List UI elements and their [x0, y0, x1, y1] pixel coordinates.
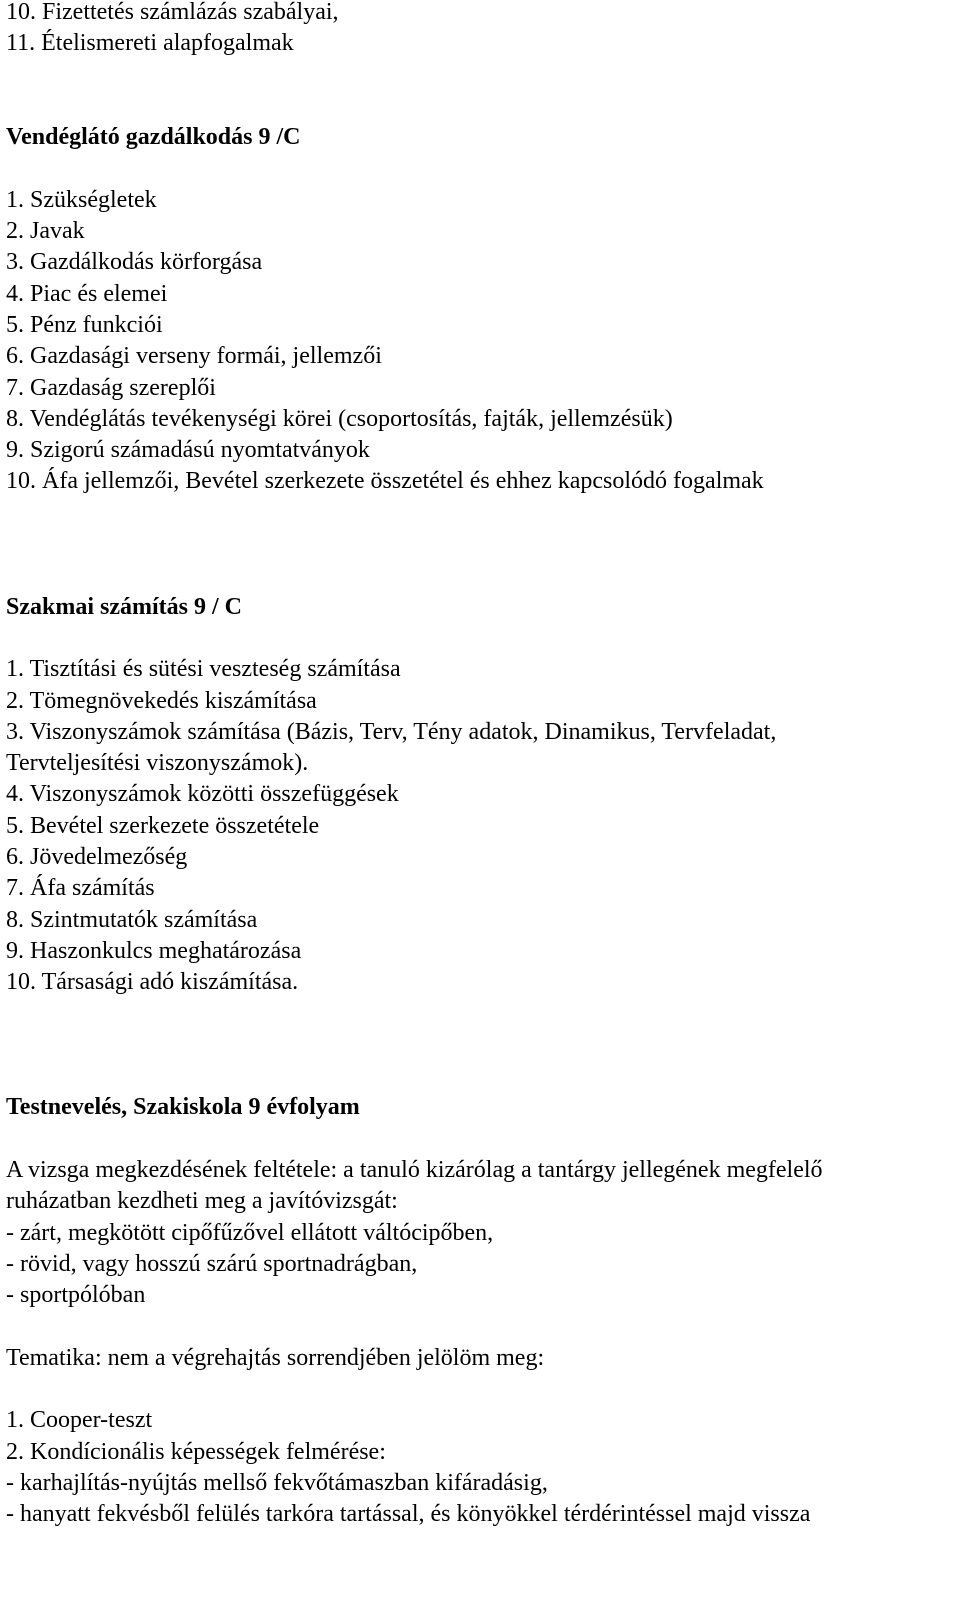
list-item: 2. Javak [6, 218, 85, 245]
list-item: - rövid, vagy hosszú szárú sportnadrágban, [6, 1250, 418, 1277]
list-item: 5. Pénz funkciói [6, 311, 163, 338]
list-item: 4. Viszonyszámok közötti összefüggések [6, 781, 399, 808]
list-item: 9. Haszonkulcs meghatározása [6, 937, 302, 964]
list-item: 7. Áfa számítás [6, 875, 155, 902]
list-item: 5. Bevétel szerkezete összetétele [6, 812, 320, 839]
list-item: 7. Gazdaság szereplői [6, 374, 216, 401]
list-item: 10. Fizettetés számlázás szabályai, [6, 0, 339, 25]
list-item: 1. Szükségletek [6, 186, 157, 213]
list-item: 4. Piac és elemei [6, 280, 168, 307]
section-title-vendeglato: Vendéglátó gazdálkodás 9 /C [6, 124, 301, 151]
section-title-testneveles: Testnevelés, Szakiskola 9 évfolyam [6, 1094, 360, 1121]
list-item-continuation: Tervteljesítési viszonyszámok). [6, 750, 309, 777]
list-item: - hanyatt fekvésből felülés tarkóra tartással, és könyökkel térdérintéssel majd vissza [6, 1501, 811, 1528]
list-item: - sportpólóban [6, 1282, 146, 1309]
tematika-line: Tematika: nem a végrehajtás sorrendjében jelölöm meg: [6, 1344, 545, 1371]
list-item: - zárt, megkötött cipőfűzővel ellátott váltócipőben, [6, 1219, 494, 1246]
list-item: 6. Gazdasági verseny formái, jellemzői [6, 343, 382, 370]
list-item: 9. Szigorú számadású nyomtatványok [6, 437, 370, 464]
list-item: 8. Szintmutatók számítása [6, 906, 258, 933]
document-body [6, 0, 951, 1531]
section-title-szakmai: Szakmai számítás 9 / C [6, 593, 242, 620]
list-item: 2. Kondícionális képességek felmérése: [6, 1438, 386, 1465]
list-item: - karhajlítás-nyújtás mellső fekvőtámaszban kifáradásig, [6, 1469, 548, 1496]
paragraph-line: A vizsga megkezdésének feltétele: a tanuló kizárólag a tantárgy jellegének megfelelő [6, 1156, 823, 1183]
list-item: 1. Cooper-teszt [6, 1407, 153, 1434]
list-item: 1. Tisztítási és sütési veszteség számítása [6, 656, 401, 683]
list-item: 2. Tömegnövekedés kiszámítása [6, 687, 317, 714]
list-item: 8. Vendéglátás tevékenységi körei (csoportosítás, fajták, jellemzésük) [6, 405, 673, 432]
paragraph-line: ruházatban kezdheti meg a javítóvizsgát: [6, 1188, 398, 1215]
list-item: 10. Áfa jellemzői, Bevétel szerkezete összetétel és ehhez kapcsolódó fogalmak [6, 468, 764, 495]
list-item: 3. Gazdálkodás körforgása [6, 249, 263, 276]
list-item: 11. Ételismereti alapfogalmak [6, 30, 294, 57]
list-item: 10. Társasági adó kiszámítása. [6, 969, 299, 996]
list-item: 3. Viszonyszámok számítása (Bázis, Terv, Tény adatok, Dinamikus, Tervfeladat, [6, 718, 777, 745]
list-item: 6. Jövedelmezőség [6, 844, 188, 871]
